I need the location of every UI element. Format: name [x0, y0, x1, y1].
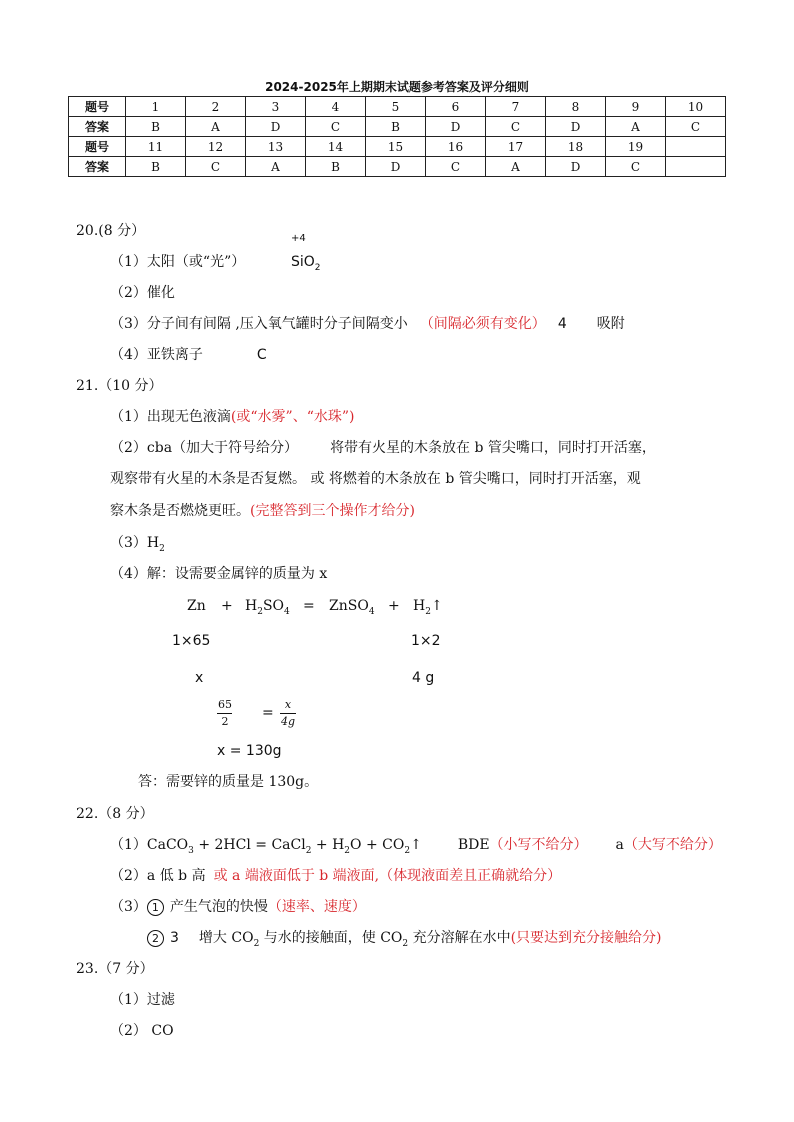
frac2-denominator: 4g: [280, 715, 296, 728]
q20-part4: （4）亚铁离子 C: [110, 347, 267, 363]
table-cell: 8: [546, 97, 606, 117]
answer-table: [68, 96, 726, 177]
mass-h2: 1×2: [411, 633, 441, 649]
frac2-numerator: x: [284, 698, 292, 711]
eq-equals: =: [303, 598, 315, 614]
q21-part2-line1: （2）cba（加大于符号给分） 将带有火星的木条放在 b 管尖嘴口，同时打开活塞，: [110, 440, 656, 456]
q20-part1-label: （1）太阳（或“光”）: [110, 254, 246, 270]
q22-heading: 22.（8 分）: [76, 806, 154, 822]
q21-part3: $(3)H_2$: [110, 535, 165, 554]
q21-answer: 答：需要锌的质量是 130g。: [138, 774, 319, 790]
table-cell: 4: [306, 97, 366, 117]
q23-heading: 23.（7 分）: [76, 961, 154, 977]
table-cell: C: [606, 157, 666, 177]
table-cell: 16: [426, 137, 486, 157]
circled-number-2: 2: [147, 930, 164, 947]
table-cell: A: [606, 117, 666, 137]
table-row: [69, 97, 726, 117]
page-title: 2024-2025年上期期末试题参考答案及评分细则: [265, 80, 529, 94]
table-cell: 17: [486, 137, 546, 157]
table-cell: 15: [366, 137, 426, 157]
question-number-header: 题号: [69, 97, 126, 117]
table-cell: B: [126, 157, 186, 177]
question-number-header: 题号: [69, 137, 126, 157]
table-cell: D: [546, 117, 606, 137]
table-cell: 14: [306, 137, 366, 157]
q22-part2: （2）a 低 b 高 或 a 端液面低于 b 端液面,（体现液面差且正确就给分）: [110, 868, 562, 884]
eq-znso4: ZnSO$_4$: [329, 598, 375, 617]
result: x = 130g: [217, 743, 282, 759]
q20-formula: SiO$_2$: [291, 254, 321, 273]
table-cell: 12: [186, 137, 246, 157]
table-cell: D: [426, 117, 486, 137]
table-cell: 11: [126, 137, 186, 157]
table-cell: 19: [606, 137, 666, 157]
table-cell: B: [366, 117, 426, 137]
eq-plus-2: +: [388, 598, 400, 614]
table-cell: 7: [486, 97, 546, 117]
table-row: [69, 157, 726, 177]
eq-zn: Zn: [187, 598, 206, 614]
q20-part2: （2）催化: [110, 285, 175, 301]
table-cell: 10: [666, 97, 726, 117]
frac-equals: =: [262, 705, 274, 721]
table-cell: 18: [546, 137, 606, 157]
q22-part1: （1）CaCO$_3$ + 2HCl = CaCl$_2$ + $H_2O$ + $CO_2↑$ BDE（小写不给分） a（大写不给分）: [110, 837, 722, 856]
frac1-denominator: 2: [221, 715, 229, 728]
q21-part1: （1）出现无色液滴(或“水雾”、“水珠”): [110, 409, 355, 425]
eq-h2so4: $H_2SO_4$: [245, 598, 290, 617]
table-cell: D: [246, 117, 306, 137]
unknown-x: x: [195, 670, 204, 686]
table-cell: [666, 157, 726, 177]
table-cell: 13: [246, 137, 306, 157]
table-cell: 9: [606, 97, 666, 117]
hydrogen-mass: 4 g: [412, 670, 435, 686]
frac2-bar: [280, 713, 296, 714]
table-cell: D: [546, 157, 606, 177]
table-cell: B: [306, 157, 366, 177]
table-cell: 3: [246, 97, 306, 117]
table-cell: D: [366, 157, 426, 177]
eq-h2: $H_2↑$: [413, 598, 443, 617]
table-cell: C: [666, 117, 726, 137]
frac1-bar: [217, 713, 232, 714]
answer-header: 答案: [69, 117, 126, 137]
q20-part3: （3）分子间有间隔 ,压入氧气罐时分子间隔变小 （间隔必须有变化） 4 吸附: [110, 316, 625, 332]
q23-part1: （1）过滤: [110, 992, 175, 1008]
table-cell: A: [486, 157, 546, 177]
table-cell: 6: [426, 97, 486, 117]
mass-zn: 1×65: [172, 633, 211, 649]
table-cell: [666, 137, 726, 157]
q22-part3-line2: 2 3 增大 $CO_2$ 与水的接触面，使 $CO_2$ 充分溶解在水中(只要达到充分接触给分): [147, 929, 662, 953]
table-cell: C: [186, 157, 246, 177]
eq-plus-1: +: [221, 598, 233, 614]
table-cell: C: [486, 117, 546, 137]
table-cell: C: [306, 117, 366, 137]
table-cell: 5: [366, 97, 426, 117]
table-cell: B: [126, 117, 186, 137]
table-row: [69, 117, 726, 137]
q20-valence: +4: [291, 233, 306, 244]
table-cell: 2: [186, 97, 246, 117]
q21-heading: 21.（10 分）: [76, 378, 163, 394]
q20-heading: 20.(8 分）: [76, 223, 146, 239]
q21-part4: （4）解：设需要金属锌的质量为 x: [110, 566, 328, 582]
table-row: [69, 137, 726, 157]
table-cell: A: [246, 157, 306, 177]
q21-part2-line2: 观察带有火星的木条是否复燃。 或 将燃着的木条放在 b 管尖嘴口，同时打开活塞，观: [110, 471, 641, 487]
table-cell: A: [186, 117, 246, 137]
answer-header: 答案: [69, 157, 126, 177]
frac1-numerator: 65: [218, 698, 232, 711]
table-cell: 1: [126, 97, 186, 117]
q21-part2-line3: 察木条是否燃烧更旺。(完整答到三个操作才给分): [110, 503, 415, 519]
table-cell: C: [426, 157, 486, 177]
q22-part3-line1: （3） 1 产生气泡的快慢（速率、速度）: [110, 899, 366, 915]
q23-part2: （2） CO: [110, 1023, 174, 1039]
circled-number-1: 1: [147, 899, 164, 916]
